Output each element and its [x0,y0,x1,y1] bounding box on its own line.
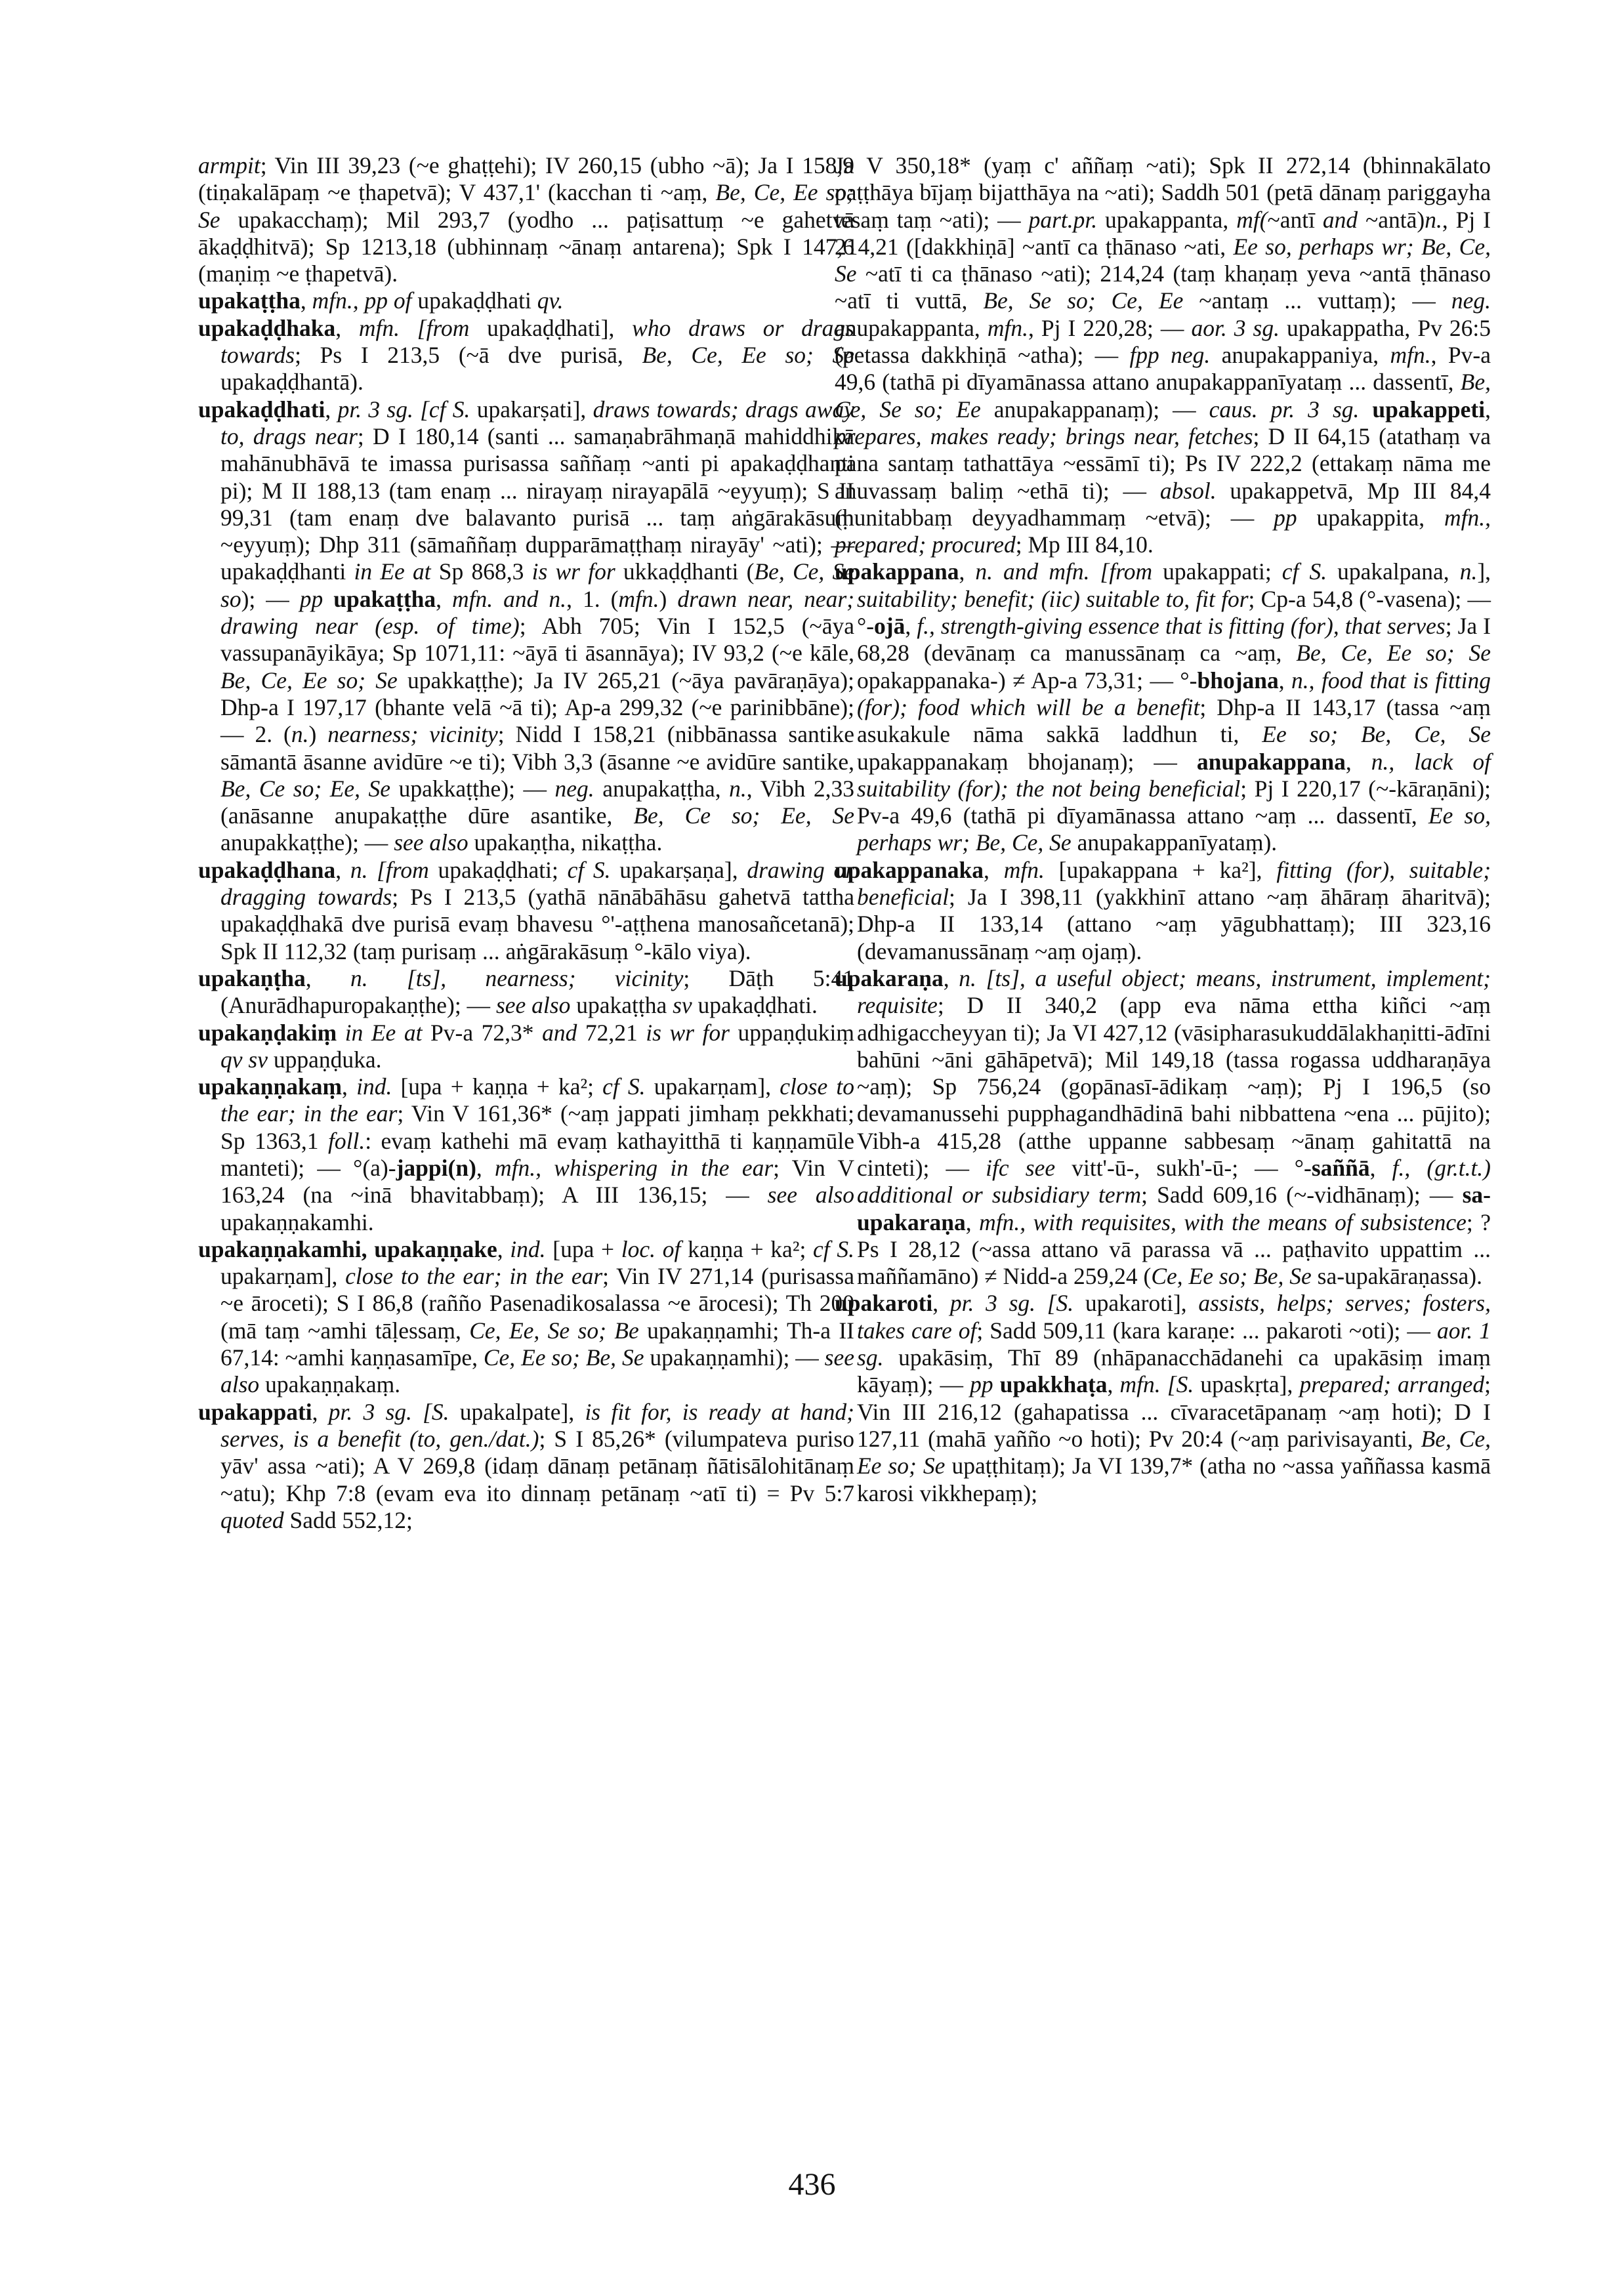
entry-text: , [983,856,1004,883]
entry-text: upakarṣati], [470,396,593,423]
entry-text: ; Vin III 216,12 (gahapatissa ... cīvaracetāpanaṃ ~aṃ hoti); D I 127,11 (mahā yañño ~o hoti); Pv 20:4 (~aṃ parivisayanti, [857,1371,1491,1452]
italic-text: mfn. [1390,342,1431,369]
italic-text: Be, Ce, Se so; Ee [835,369,1491,423]
entry-text: , [476,1154,495,1181]
italic-text: f., (gr.t.t.) additional or subsidiary term [857,1154,1491,1209]
entry-text: [upakappana + ka²], [1044,856,1277,883]
entry-text: ~antā) [1358,206,1425,233]
italic-text: quoted [220,1506,284,1533]
dictionary-entry [835,857,1491,965]
italic-text: Be, Ce, Ee so; Se [642,342,854,369]
italic-text: close to the ear; in the ear [345,1263,603,1290]
italic-text: and [542,1019,577,1046]
entry-text: ; Ja I 398,11 (yakkhinī attano ~aṃ āhāraṃ āharitvā); Dhp-a II 133,14 (attano ~aṃ yāgubhattaṃ); III 323,16 (devamanussānaṃ ~aṃ ojaṃ). [857,884,1491,964]
entry-text: , [1485,396,1491,423]
headword: sa-upakaraṇa [857,1182,1491,1235]
entry-continuation [835,152,1491,558]
italic-text: pr. 3 sg. [cf S. [337,396,470,423]
headword: upakaṭṭha [323,585,436,612]
entry-text: upakaṇṇakamhi. [220,1209,374,1235]
italic-text: mfn., prepared; procured [835,504,1491,558]
right-column [835,152,1491,1507]
italic-text: part.pr. [1028,206,1098,233]
entry-text: , [1345,748,1371,775]
italic-text: prepared; arranged [1299,1371,1485,1398]
entry-text: , Pj I 220,28; — [1028,314,1192,341]
entry-text: Ja V 350,18* (yaṃ c' aññaṃ ~ati); Spk II 272,14 (bhinnakālato paṭṭhāya bījaṃ bijatthāya na ~ati); Saddh 501 (petā dānaṃ pariggayha tesaṃ taṃ ~ati); — [835,152,1491,233]
italic-text: mfn. [1003,856,1045,883]
italic-text: is wr for [531,558,615,585]
entry-text: upakaḍḍhati], [469,314,633,341]
entry-text: , [943,964,959,991]
headword: upakappati [198,1398,312,1425]
italic-text: n. [ts], a useful object; means, instrument, implement; requisite [857,964,1491,1019]
italic-text: aor. 3 sg. [1191,314,1280,341]
entry-text: ; Ja I 68,28 (devānaṃ ca manussānaṃ ca ~aṃ, [857,613,1491,667]
entry-text: , [436,585,453,612]
entry-text: Pv-a 72,3* [422,1019,543,1046]
dictionary-entry [835,558,1491,856]
entry-text: ; D II 64,15 (atathaṃ va pana santaṃ tathattāya ~essāmī ti); Ps IV 222,2 (ettakaṃ nāma me anuvassaṃ baliṃ ~ethā ti); — [835,423,1491,504]
italic-text: n. [ts], nearness; vicinity [350,964,684,991]
italic-text: n., food that is fitting (for); food which will be a benefit [857,667,1491,720]
italic-text: caus. pr. 3 sg. [1209,396,1360,423]
italic-text: draws towards; drags away to, drags near [220,396,854,449]
entry-text: upakappita, [1297,504,1445,531]
italic-text: neg. [554,775,594,802]
italic-text: mfn. [from [358,314,470,341]
entry-text: ; Cp-a 54,8 (°-vasena); — °- [857,585,1491,640]
italic-text: is fit for, is ready at hand; serves, is a benefit (to, gen./dat.) [220,1398,855,1452]
entry-text: ; Mp III 84,10. [1015,531,1154,558]
entry-text: ) [308,721,328,748]
entry-text: upakappanakaṃ bhojanaṃ); — [857,748,1197,775]
italic-text: f., strength-giving essence that is fitting (for), that serves [917,613,1446,640]
entry-text: upakkaṭṭhe); Ja IV 265,21 (~āya pavāraṇāya); Dhp-a I 197,17 (bhante velā ~ā ti); Ap-a 299,32 (~e parinibbāne); — 2. ( [220,667,854,748]
italic-text: loc. of [621,1235,681,1262]
dictionary-entry [198,287,854,314]
headword: ojā [874,613,906,640]
entry-text: upakappanta, [1097,206,1237,233]
entry-text [1359,396,1372,423]
italic-text: Be, Ce, Ee so; Se [220,667,398,693]
italic-text: and [1322,206,1358,233]
dictionary-entry [198,1020,854,1074]
entry-text: , [305,964,351,991]
italic-text: mfn. and n. [452,585,567,612]
italic-text: mfn. [618,585,659,612]
entry-text: , Vibh 2,33 (anāsanne anupakaṭṭhe dūre asantike, [220,775,854,829]
italic-text: sv [673,992,692,1019]
italic-text: foll. [328,1127,365,1154]
entry-text: upakaḍḍhati [411,287,537,314]
entry-text: , [335,314,359,341]
italic-text: mfn. [987,314,1028,341]
headword: anupakappana [1196,748,1346,775]
entry-text: upakalpate], [449,1398,585,1425]
entry-text: , Pv-a 49,6 (tathā pi dīyamānassa attano anupakappanīyataṃ ... dassentī, [835,342,1491,396]
italic-text: Ee so; Be, Ce, Se [1262,721,1491,748]
italic-text: neg. [1451,287,1491,314]
entry-text: upakappatha, Pv 26:5 (petassa dakkhiṇā ~atha); — [835,314,1491,369]
italic-text: absol. [1159,477,1217,504]
entry-text: anupakappanīyataṃ). [1071,829,1278,856]
italic-text: Be, Se so; Ce, Ee [983,287,1184,314]
entry-text: uppaṇḍuka. [267,1046,382,1073]
entry-text: ; Sadd 609,16 (~-vidhānaṃ); — [1141,1182,1463,1209]
italic-text: Be, Ce so; Ee, Se [220,775,391,802]
entry-text: , [497,1235,510,1262]
headword: upakaṇṭha [198,964,306,991]
entry-text: ; D I 180,14 (santi ... samaṇabrāhmaṇā mahiddhikā mahānubhāvā te imassa purisassa saññaṃ ~anti pi apakaḍḍhanti pi); M II 188,13 (tam enaṃ ... nirayaṃ nirayapālā ~eyyuṃ); S II 99,31 (tam enaṃ dve balavanto purisā ... taṃ aṅgārakāsuṃ ~eyyuṃ); Dhp 311 (sāmaññaṃ dupparāmaṭṭhaṃ nirayāy' ~ati); — upakaḍḍhanti [220,423,854,585]
entry-text: sa-upakāraṇassa). [1311,1263,1482,1290]
headword: bhojana [1197,667,1279,693]
italic-text: Ce, Ee, Se so; Be [469,1317,639,1344]
entry-text: upakaṭṭha [570,992,673,1019]
headword: upakaḍḍhati [198,396,325,423]
entry-text: upakarṇam], [220,1263,346,1290]
entry-text: upaskṛta], [1194,1371,1300,1398]
dictionary-entry [198,1399,854,1534]
entry-text: 72,21 [577,1019,646,1046]
entry-text: ~antaṃ ... vuttaṃ); — [1183,287,1451,314]
headword: upakaṭṭha [198,287,301,314]
entry-text: upakaroti], [1073,1290,1199,1317]
entry-text: ; Vin V 161,36* (~aṃ jappati jimhaṃ pekkhati; Sp 1363,1 [220,1100,854,1154]
entry-text: ; Abh 705; Vin I 152,5 (~āya vassupanāyikāya; Sp 1071,11: ~āyā ti āsannāya); IV 93,2 (~e kāle, [220,613,854,667]
entry-text: upakāsiṃ, Thī 89 (nhāpanacchādanehi ca upakāsiṃ imaṃ kāyaṃ); — [857,1344,1491,1398]
headword: upakkhaṭa [999,1371,1108,1398]
italic-text: pr. 3 sg. [S. [328,1398,449,1425]
entry-text: anupakaṭṭha, [594,775,730,802]
italic-text: pp [970,1371,993,1398]
entry-text: upakaṇṇakaṃ. [259,1371,401,1398]
entry-text: upakarṇam], [645,1073,780,1100]
entry-text: ; D II 340,2 (app eva nāma ettha kiñci ~aṃ adhigaccheyyan ti); Ja VI 427,12 (vāsipharasukuddālakhaṇitti-ādīni bahūni ~āni gāhāpetvā); Mil 149,18 (tassa rogassa uddharaṇāya ~aṃ); Sp 756,24 (gopānasī-ādikaṃ ~aṃ); Pj I 196,5 (so devamanussehi pupphagandhādinā bahi nibbattena ~ena ... pūjito); Vibh-a 415,28 (atthe uppanne sabbesaṃ ~ānaṃ gahitattā na cinteti); — [857,992,1491,1181]
dictionary-entry [198,396,854,857]
italic-text: cf S. [567,856,611,883]
headword: upakappanaka [835,856,984,883]
entry-text: upakarṣaṇa], [610,856,747,883]
headword: upakaraṇa [835,964,944,991]
italic-text: is wr for [646,1019,730,1046]
headword: upakaṇṇakamhi, upakaṇṇake [198,1235,497,1262]
left-column [198,152,854,1534]
headword: upakaroti [835,1290,933,1317]
italic-text: aor. 1 sg. [857,1317,1491,1371]
entry-text: upaṭṭhitaṃ); Ja VI 139,7* (atha no ~assa yaññassa kasmā karosi vikkhepaṃ); [857,1453,1491,1506]
italic-text: fpp neg. [1129,342,1211,369]
entry-text: vitt'-ū-, sukh'-ū-; — °- [1055,1154,1312,1181]
italic-text: see also [394,829,468,856]
entry-text: upakaṇṇamhi; Th-a II 67,14: ~amhi kaṇṇasamīpe, [220,1317,854,1371]
italic-text: ifc see [986,1154,1056,1181]
entry-text: Sp 868,3 [430,558,532,585]
italic-text: cf S. [1281,558,1327,585]
italic-text: in Ee at [344,1019,423,1046]
italic-text: pp [1274,504,1297,531]
italic-text: assists, helps; serves; fosters, takes care of [857,1290,1491,1344]
dictionary-entry [198,315,854,396]
entry-text: ; Vin IV 271,14 (purisassa ~e āroceti); S I 86,8 (rañño Pasenadikosalassa ~e ārocesi); Th 200 (mā taṃ ~amhi tāḷessaṃ, [220,1263,854,1344]
entry-text: , [1107,1371,1120,1398]
entry-text: , [1278,667,1292,693]
italic-text: Ce, Ee so; Be, Se [1151,1263,1312,1290]
italic-text: close to the ear; in the ear [220,1073,854,1127]
italic-text: see also [495,992,571,1019]
entry-text: upakalpana, [1327,558,1460,585]
entry-text: ; Ps I 213,5 (~ā dve purisā, [295,342,642,369]
entry-text: ; Sadd 509,11 (kara karaṇe: ... pakaroti ~oti); — [976,1317,1437,1344]
entry-text: upakaṇṭha, nikaṭṭha. [468,829,663,856]
headword: upakaṇḍakiṃ [198,1019,337,1046]
entry-text: ~antī [1267,206,1323,233]
italic-text: mf( [1236,206,1268,233]
entry-text: , [959,558,976,585]
entry-text: upakkaṭṭhe); — [390,775,555,802]
dictionary-entry [198,1073,854,1236]
entry-text: , [1369,1154,1392,1181]
italic-text: Be, Ce so; Ee, Se [633,802,854,829]
italic-text: n. and mfn. [from [975,558,1153,585]
headword: upakappeti [1372,396,1486,423]
italic-text: Be, Ce, Ee so; Se [857,1425,1491,1479]
entry-text: ); — [241,585,300,612]
italic-text: Be, Ce, Ee so; Se [1296,640,1491,667]
italic-text: mfn. [S. [1119,1371,1194,1398]
entry-text: anupakappanta, [835,314,988,341]
entry-text: [upa + [545,1235,621,1262]
italic-text: Ee so, perhaps wr; Be, Ce, Se [835,233,1491,287]
italic-text: suitability; benefit; (iic) suitable to, fit for [857,585,1249,612]
entry-text: uppaṇḍukiṃ [729,1019,855,1046]
italic-text: mfn., pp of [312,287,412,314]
italic-text: Ce, Ee so; Be, Se [483,1344,644,1371]
italic-text: who draws or drags towards [220,314,854,369]
entry-text: ; Vin III 39,23 (~e ghaṭṭehi); IV 260,15 (ubho ~ā); Ja I 158,9 (tiṇakalāpaṃ ~e ṭhapetvā); V 437,1' (kacchan ti ~aṃ, [198,152,854,206]
entry-text [337,1020,345,1046]
italic-text: prepares, makes ready; brings near, fetches [835,423,1253,449]
entry-text: ; Nidd I 158,21 (nibbānassa santike sāmantā āsanne avidūre ~e ti); Vibh 3,3 (āsanne ~e avidūre santike, [220,721,854,775]
dictionary-entry [198,1236,854,1399]
entry-text: , [965,1209,980,1235]
entry-text: ; Vin V 163,24 (na ~inā bhavitabbaṃ); A III 136,15; — [220,1154,854,1209]
italic-text: Be, Ce, Se so [220,558,854,612]
italic-text: pr. 3 sg. [S. [949,1290,1074,1317]
entry-text: , [325,396,338,423]
headword: upakappana [835,558,959,585]
entry-text: anupakappaniya, [1210,342,1390,369]
entry-text: upakappetvā, Mp III 84,4 (hunitabbaṃ deyyadhammaṃ ~etvā); — [835,477,1491,531]
dictionary-entry [198,965,854,1020]
italic-text: n. [1459,558,1478,585]
entry-text: kaṇṇa + ka²; [680,1235,814,1262]
entry-text: ~atī ti ca ṭhānaso ~ati); 214,24 (taṃ khaṇaṃ yeva ~antā ṭhānaso ~atī ti vuttā, [835,260,1491,314]
headword: upakaṇṇakaṃ [198,1073,343,1100]
entry-text: : evaṃ kathehi mā evaṃ kathayitthā ti kaṇṇamūle manteti); — °(a)- [220,1127,855,1181]
headword: upakaḍḍhaka [198,314,336,341]
italic-text: n., lack of suitability (for); the not being beneficial [857,748,1491,802]
italic-text: in Ee at [354,558,431,585]
entry-text: ], [1477,558,1491,585]
italic-text: n. [from [350,856,429,883]
italic-text: cf S. [813,1235,855,1262]
italic-text: drawn near, near; drawing near (esp. of time) [220,585,855,640]
entry-text: ; ? Ps I 28,12 (~assa attano vā parassa vā ... paṭhavito uppattim ... maññamāno) ≠ Nidd-a 259,24 ( [857,1209,1491,1290]
italic-text: n. [1425,206,1442,233]
italic-text: Be, Ce, Ee so; Se [198,179,854,233]
italic-text: n. [729,775,747,802]
italic-text: mfn., whispering in the ear [495,1154,774,1181]
italic-text: cf S. [602,1073,646,1100]
entry-text: ) [659,585,678,612]
dictionary-entry [198,857,854,965]
headword: saññā [1311,1154,1370,1181]
entry-text: [upa + kaṇṇa + ka²; [392,1073,603,1100]
entry-text: ukkaḍḍhanti ( [615,558,755,585]
entry-text: , [300,287,312,314]
entry-text: upakaḍḍhati. [692,992,818,1019]
italic-text: fitting (for), suitable; beneficial [857,856,1491,911]
headword: jappi(n) [396,1154,476,1181]
entry-text: , 1. ( [566,585,619,612]
entry-text: ; Dhp-a II 143,17 (tassa ~aṃ asukakule nāma sakkā laddhun ti, [857,693,1491,748]
italic-text: n. [291,721,309,748]
entry-text: ; Pj I 220,17 (~-kāraṇāni); Pv-a 49,6 (tathā pi dīyamānassa attano ~aṃ ... dassentī, [857,775,1491,829]
italic-text: qv sv [220,1046,268,1073]
italic-text: ind. [510,1235,546,1262]
entry-text: , Pj I 214,21 ([dakkhiṇā] ~antī ca ṭhānaso ~ati, [835,206,1491,260]
entry-text: Sadd 552,12; [283,1506,413,1533]
italic-text: Ee so, perhaps wr; Be, Ce, Se [857,802,1491,856]
entry-text [993,1371,1000,1397]
entry-text: , [312,1398,329,1425]
italic-text: ind. [356,1073,392,1100]
dictionary-entry [835,965,1491,1291]
entry-continuation [198,152,854,287]
entry-text: ; Dāṭh 5:41 (Anurādhapuropakaṇṭhe); — [220,964,855,1019]
italic-text: nearness; vicinity [327,721,498,748]
headword: upakaḍḍhana [198,856,336,883]
entry-text: upakaḍḍhati; [428,856,568,883]
italic-text: armpit [198,152,260,178]
italic-text: see also [767,1182,854,1209]
entry-text: anupakkaṭṭhe); — [220,829,394,856]
entry-text: upakacchaṃ); Mil 293,7 (yodho ... paṭisattuṃ ~e gahetvā ākaḍḍhitvā); Sp 1213,18 (ubhinnaṃ ~ānaṃ antarena); Spk I 147,6 (maṇiṃ ~e ṭhapetvā). [198,206,854,287]
dictionary-entry [835,1290,1491,1506]
page-number: 436 [788,2167,836,2202]
entry-text: opakappanaka-) ≠ Ap-a 73,31; — °- [857,667,1197,693]
italic-text: mfn., with requisites, with the means of subsistence [979,1209,1467,1235]
entry-text: , [932,1290,950,1317]
italic-text: see also [220,1344,854,1398]
italic-text: drawing or dragging towards [220,856,855,911]
entry-text: anupakappanaṃ); — [980,396,1209,423]
entry-text: , [335,856,350,883]
entry-text: upakaḍḍhantā). [220,369,364,396]
entry-text: , [905,613,917,640]
italic-text: pp [299,585,323,612]
entry-text: upakaṇṇamhi); — [644,1344,825,1371]
italic-text: qv. [537,287,564,314]
entry-text: ; Ps I 213,5 (yathā nānābāhāsu gahetvā tattha upakaḍḍhakā dve purisā evaṃ bhavesu °'-aṭṭhena manosañcetanā); Spk II 112,32 (taṃ purisaṃ ... aṅgārakāsuṃ °-kālo viya). [220,884,854,964]
entry-text: upakappati; [1152,558,1282,585]
entry-text: , [342,1073,357,1100]
entry-text: ; S I 85,26* (vilumpateva puriso yāv' assa ~ati); A V 269,8 (idaṃ dānaṃ petānaṃ ñātisālohitānaṃ ~atu); Khp 7:8 (evam eva ito dinnaṃ petānaṃ ~atī ti) = Pv 5:7 [220,1425,854,1506]
